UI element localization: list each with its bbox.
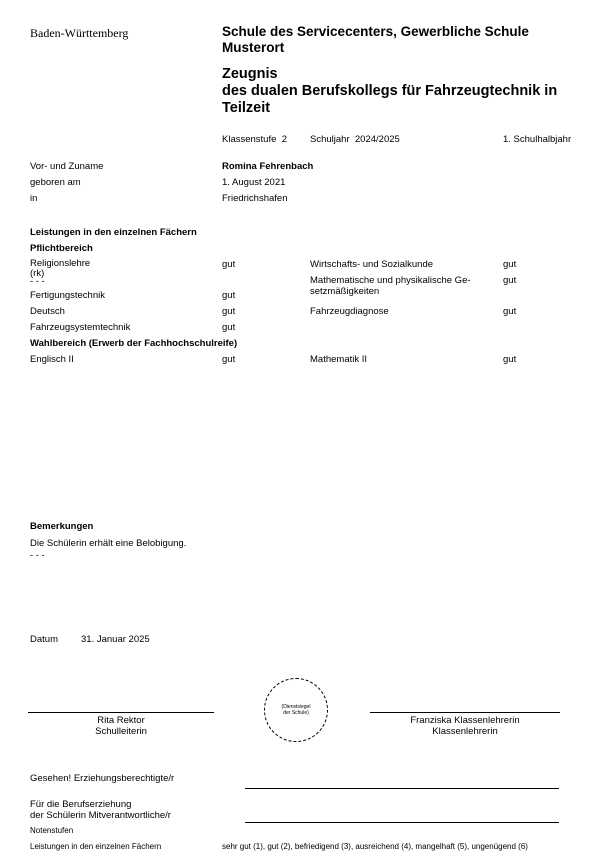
remarks-text: Die Schülerin erhält eine Belobigung. — [30, 538, 187, 549]
trainer-label — [30, 799, 171, 821]
school-seal — [264, 678, 328, 742]
semester: 1. Schulhalbjahr — [503, 134, 572, 145]
trainer-label-line1: Für die Berufserziehung — [30, 799, 132, 810]
title-main: Zeugnis — [222, 66, 278, 82]
class-level — [222, 134, 287, 145]
born-label: geboren am — [30, 177, 81, 188]
grade-fahrzeugdiagnose: gut — [503, 306, 517, 317]
guardian-signature-line — [245, 788, 559, 789]
date-value: 31. Januar 2025 — [81, 634, 150, 645]
grade-englisch: gut — [222, 354, 236, 365]
seal-text-line2: der Schule) — [283, 710, 309, 716]
grade-scale-label: Notenstufen — [30, 826, 74, 835]
subject-name-line2: setzmäßigkeiten — [310, 286, 380, 297]
teacher-name: Franziska Klassenlehrerin — [410, 715, 520, 726]
school-year — [310, 134, 400, 145]
school-name: Schule des Servicecenters, Gewerbliche Schule Musterort — [222, 24, 529, 55]
subject-fahrzeugdiagnose: Fahrzeugdiagnose — [310, 306, 389, 317]
grade-mathematik-physik: gut — [503, 275, 517, 286]
school-year-value: 2024/2025 — [354, 134, 400, 145]
trainer-signature-line — [245, 822, 559, 823]
grade-fahrzeugsystemtechnik: gut — [222, 322, 236, 333]
state-name: Baden-Württemberg — [30, 26, 129, 40]
subject-fahrzeugsystemtechnik: Fahrzeugsystemtechnik — [30, 322, 131, 333]
subject-religion — [30, 259, 90, 285]
remarks-title: Bemerkungen — [30, 521, 94, 532]
guardian-label: Gesehen! Erziehungsberechtigte/r — [30, 773, 175, 784]
subject-englisch: Englisch II — [30, 354, 74, 365]
birth-place: Friedrichshafen — [222, 193, 288, 204]
trainer-label-line2: der Schülerin Mitverantwortliche/r — [30, 810, 171, 821]
subject-wirtschaft: Wirtschafts- und Sozialkunde — [310, 259, 434, 270]
student-name: Romina Fehrenbach — [222, 161, 314, 172]
grade-fertigungstechnik: gut — [222, 290, 236, 301]
name-label: Vor- und Zuname — [30, 161, 104, 172]
grade-scale: sehr gut (1), gut (2), befriedigend (3), ausreichend (4), mangelhaft (5), ungenügend (6) — [222, 842, 528, 851]
class-level-label: Klassenstufe — [222, 134, 277, 145]
grade-scale-sublabel: Leistungen in den einzelnen Fächern — [30, 842, 162, 851]
remarks-dashes: - - - — [30, 550, 45, 561]
teacher-role: Klassenlehrerin — [432, 726, 498, 737]
principal-name: Rita Rektor — [97, 715, 145, 726]
subject-fertigungstechnik: Fertigungstechnik — [30, 290, 105, 301]
principal-role: Schulleiterin — [95, 726, 147, 737]
date-label: Datum — [30, 634, 58, 645]
subject-name: Religionslehre — [30, 258, 91, 269]
birth-date: 1. August 2021 — [222, 177, 286, 188]
subject-note: (rk) — [30, 268, 45, 279]
grade-religion: gut — [222, 259, 236, 270]
subject-dashes: - - - — [30, 276, 45, 287]
teacher-signature — [370, 715, 560, 737]
subject-mathematik-physik — [310, 275, 471, 297]
seal-text-line1: (Dienstsiegel — [281, 704, 311, 710]
grade-deutsch: gut — [222, 306, 236, 317]
title-sub: des dualen Berufskollegs für Fahrzeugtechnik in Teilzeit — [222, 83, 558, 116]
class-level-value: 2 — [281, 134, 287, 145]
grade-mathematik: gut — [503, 354, 517, 365]
right-signature-line — [370, 712, 560, 713]
certificate-title — [222, 66, 582, 117]
mandatory-area-title: Pflichtbereich — [30, 243, 93, 254]
grades-section-title: Leistungen in den einzelnen Fächern — [30, 227, 197, 238]
left-signature-line — [28, 712, 214, 713]
elective-area-title: Wahlbereich (Erwerb der Fachhochschulreife) — [30, 338, 238, 349]
principal-signature — [28, 715, 214, 737]
subject-mathematik: Mathematik II — [310, 354, 368, 365]
grade-wirtschaft: gut — [503, 259, 517, 270]
school-year-label: Schuljahr — [310, 134, 350, 145]
place-label: in — [30, 193, 38, 204]
subject-deutsch: Deutsch — [30, 306, 65, 317]
subject-name-line1: Mathematische und physikalische Ge- — [310, 275, 471, 286]
